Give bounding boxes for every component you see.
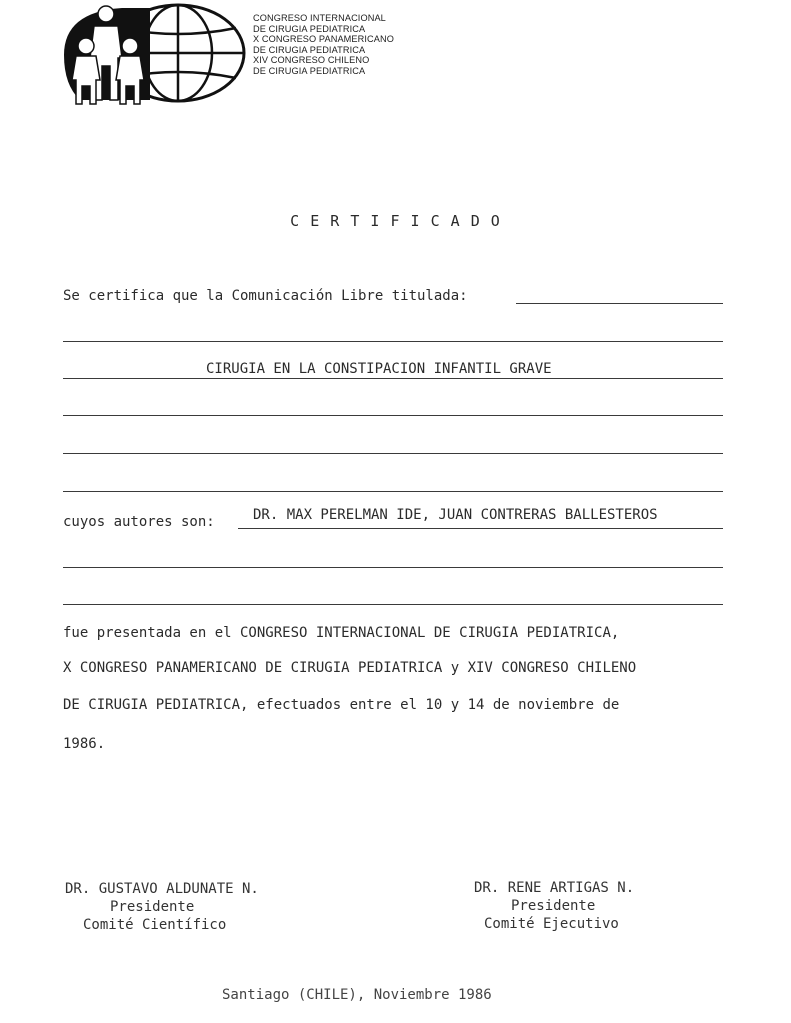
fill-line [63, 567, 723, 568]
fill-line [63, 341, 723, 342]
congress-logo [60, 0, 248, 110]
intro-text: Se certifica que la Comunicación Libre titulada: [63, 288, 468, 304]
presentation-line: X CONGRESO PANAMERICANO DE CIRUGIA PEDIATRICA y XIV CONGRESO CHILENO [63, 660, 637, 676]
fill-line [63, 415, 723, 416]
signer-committee: Comité Científico [83, 917, 227, 933]
organizer-lines [253, 13, 394, 77]
authors-names: DR. MAX PERELMAN IDE, JUAN CONTRERAS BALLESTEROS [253, 507, 658, 523]
organizer-line: CONGRESO INTERNACIONAL [253, 13, 386, 23]
organizer-line: X CONGRESO PANAMERICANO [253, 34, 394, 45]
signature-left [65, 880, 259, 934]
presentation-line: DE CIRUGIA PEDIATRICA, efectuados entre el 10 y 14 de noviembre de [63, 697, 620, 713]
authors-label: cuyos autores son: [63, 514, 215, 530]
fill-line [63, 604, 723, 605]
place-date: Santiago (CHILE), Noviembre 1986 [222, 987, 492, 1003]
presentation-line: fue presentada en el CONGRESO INTERNACIONAL DE CIRUGIA PEDIATRICA, [63, 625, 620, 641]
fill-line [63, 453, 723, 454]
signer-name: DR. GUSTAVO ALDUNATE N. [65, 881, 259, 897]
signer-name: DR. RENE ARTIGAS N. [474, 880, 635, 896]
signer-committee: Comité Ejecutivo [484, 916, 619, 932]
presentation-line: 1986. [63, 736, 106, 752]
certificate-title: C E R T I F I C A D O [290, 212, 501, 230]
fill-line [516, 303, 723, 304]
organizer-line: DE CIRUGIA PEDIATRICA [253, 44, 366, 55]
communication-title: CIRUGIA EN LA CONSTIPACION INFANTIL GRAVE [206, 361, 552, 377]
organizer-line: DE CIRUGIA PEDIATRICA [253, 23, 366, 34]
signer-role: Presidente [511, 898, 596, 914]
fill-line [238, 528, 723, 529]
organizer-line: XIV CONGRESO CHILENO [253, 55, 370, 66]
signature-right [474, 879, 634, 933]
organizer-line: DE CIRUGIA PEDIATRICA [253, 65, 366, 76]
fill-line [63, 378, 723, 379]
signer-role: Presidente [110, 899, 195, 915]
fill-line [63, 491, 723, 492]
